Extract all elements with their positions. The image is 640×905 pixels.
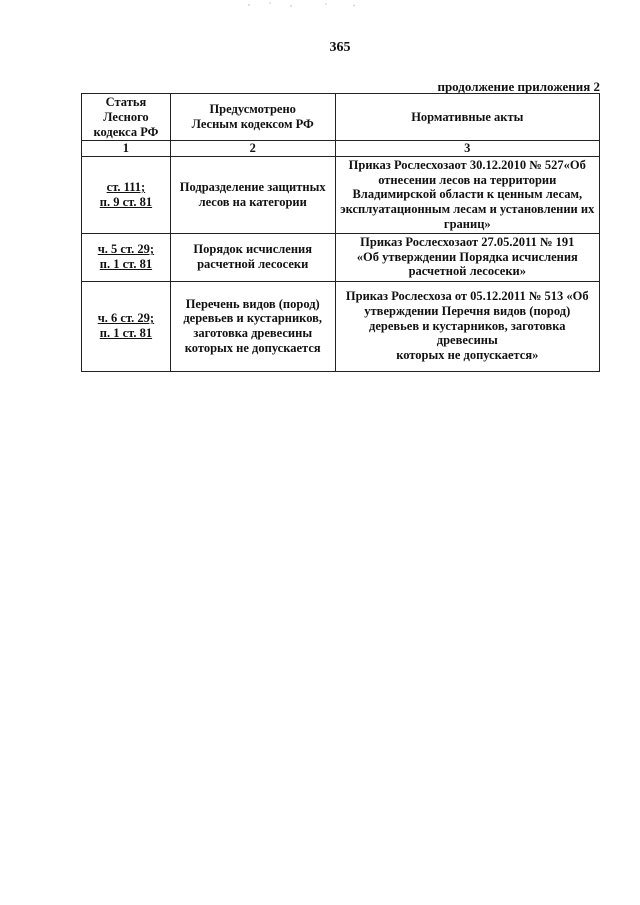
article-link[interactable]: ч. 5 ст. 29; [97,242,155,257]
normative-act-cell [335,281,599,371]
provision-line: лесов на категории [198,194,307,209]
provision-line: Перечень видов (пород) [185,296,320,311]
article-reference-cell [82,233,171,281]
header-acts-line: Нормативные акты [411,109,524,124]
normative-acts-table [81,93,600,372]
table-header-row [82,94,600,141]
scan-artifact [235,0,375,10]
act-line: Приказ Рослесхозаот 30.12.2010 № 527«Об [348,157,586,172]
article-link[interactable]: ч. 6 ст. 29; [97,311,155,326]
act-line: расчетной лесосеки» [408,264,526,279]
header-article-line: кодекса РФ [93,124,159,139]
provision-line: которых не допускается [184,340,321,355]
provision-cell [170,233,335,281]
provision-cell [170,281,335,371]
provision-line: деревьев и кустарников, [183,311,323,326]
header-provision [170,94,335,141]
header-acts [335,94,599,141]
provision-line: Порядок исчисления [193,242,313,257]
header-provision-line: Лесным кодексом РФ [191,117,314,132]
provision-line: расчетной лесосеки [197,257,309,271]
article-reference-cell [82,156,171,233]
table-row [82,233,600,281]
provision-line: заготовка древесины [193,326,313,340]
table-row [82,156,600,233]
act-line: Приказ Рослесхоза от 05.12.2011 № 513 «Об [345,289,589,304]
provision-line: Подразделение защитных [179,179,326,194]
act-line: границ» [443,216,491,231]
act-line: эксплуатационным лесам и установлении их [340,202,595,216]
header-article-line: Лесного [103,109,149,124]
article-link[interactable]: п. 1 ст. 81 [99,326,153,340]
normative-act-cell [335,156,599,233]
provision-cell [170,156,335,233]
act-line: отнесении лесов на территории [378,172,557,187]
act-line: «Об утверждении Порядка исчисления [356,249,578,264]
act-line: которых не допускается» [396,348,539,363]
article-link[interactable]: п. 9 ст. 81 [99,194,153,209]
appendix-continuation-note: продолжение приложения 2 [437,79,600,94]
article-link[interactable]: ст. 111; [106,179,146,194]
column-number: 1 [82,141,171,157]
act-line: Приказ Рослесхозаот 27.05.2011 № 191 [360,234,575,249]
act-line: деревьев и кустарников, заготовка древесины [369,318,566,348]
page-number: 365 [329,40,351,55]
article-link[interactable]: п. 1 ст. 81 [99,257,153,271]
header-article [82,94,171,141]
act-line: утверждении Перечня видов (пород) [364,303,571,318]
article-reference-cell [82,281,171,371]
header-article-line: Статья [105,95,147,109]
column-number: 3 [335,141,599,157]
table-row [82,281,600,371]
normative-act-cell [335,233,599,281]
column-number: 2 [170,141,335,157]
header-provision-line: Предусмотрено [209,102,296,117]
act-line: Владимирской области к ценным лесам, [352,187,583,202]
column-number-row [82,141,600,157]
